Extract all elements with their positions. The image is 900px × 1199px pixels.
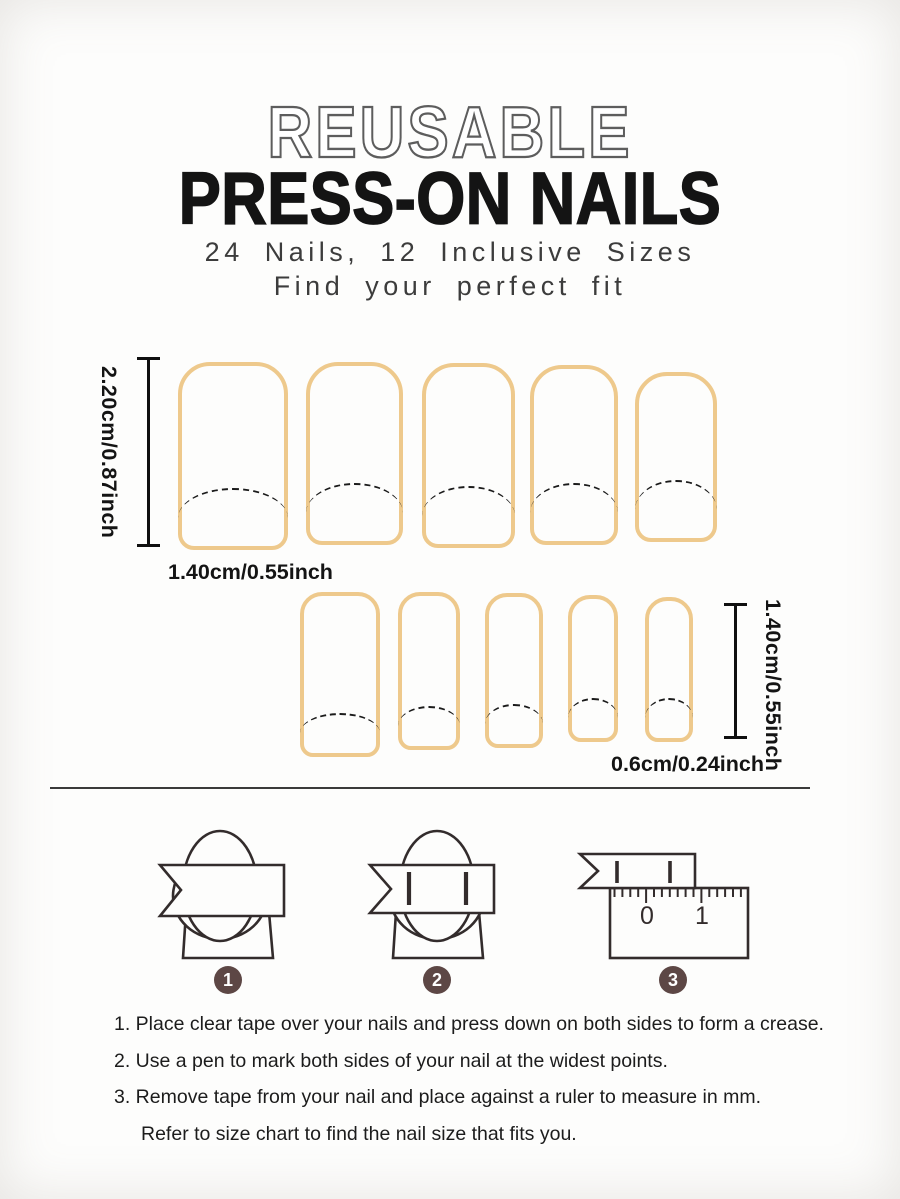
- smile-line: [300, 713, 380, 733]
- smile-line: [422, 486, 515, 516]
- ruler: [610, 888, 748, 958]
- nail-outline-large-5: [635, 372, 717, 542]
- row1-height-label: 2.20cm/0.87inch: [97, 366, 121, 539]
- page-title: PRESS-ON NAILS: [178, 158, 722, 241]
- smile-line: [485, 704, 543, 724]
- nail-outline-small-3: [485, 593, 543, 748]
- height-measure-line-row1: [147, 357, 150, 547]
- measure-cap: [724, 603, 747, 606]
- nail-outline-large-4: [530, 365, 618, 545]
- row1-width-label: 1.40cm/0.55inch: [168, 560, 333, 584]
- nail-outline-small-4: [568, 595, 618, 742]
- smile-line: [645, 698, 693, 718]
- step3-illustration: [568, 820, 768, 965]
- instruction-step-1: 1. Place clear tape over your nails and press down on both sides to form a crease.: [114, 1013, 824, 1035]
- nail-outline-large-1: [178, 362, 288, 550]
- instruction-list: [114, 1006, 834, 1152]
- smile-line: [306, 483, 403, 513]
- nail-outline-small-5: [645, 597, 693, 742]
- instruction-step-3-continued: Refer to size chart to find the nail size that fits you.: [141, 1122, 577, 1145]
- nail-outline-small-1: [300, 592, 380, 757]
- smile-line: [178, 488, 288, 518]
- smile-line: [530, 483, 618, 513]
- smile-line: [398, 706, 460, 726]
- tape-strip: [580, 854, 695, 888]
- measure-cap: [137, 357, 160, 360]
- step-badge-2: 2: [423, 966, 451, 994]
- step2-illustration: [360, 816, 505, 966]
- ruler-number: 0: [640, 902, 654, 930]
- step-badge-3: 3: [659, 966, 687, 994]
- instruction-step-2: 2. Use a pen to mark both sides of your nail at the widest points.: [114, 1049, 668, 1072]
- step1-illustration: [150, 816, 295, 966]
- title-outline: REUSABLE: [267, 93, 633, 174]
- instruction-step-3: 3. Remove tape from your nail and place against a ruler to measure in mm.: [114, 1086, 762, 1108]
- subtitle-fit: Find your perfect fit: [273, 271, 627, 301]
- ruler-number: 1: [695, 902, 709, 930]
- smile-line: [568, 698, 618, 718]
- row2-height-label: 1.40cm/0.55inch: [761, 599, 785, 772]
- row2-width-label: 0.6cm/0.24inch: [611, 752, 764, 776]
- nail-outline-large-2: [306, 362, 403, 545]
- nail-outline-large-3: [422, 363, 515, 548]
- step-badge-1: 1: [214, 966, 242, 994]
- measure-cap: [137, 544, 160, 547]
- smile-line: [635, 480, 717, 510]
- subtitle-sizes: 24 Nails, 12 Inclusive Sizes: [204, 237, 696, 267]
- height-measure-line-row2: [734, 603, 737, 739]
- measure-cap: [724, 736, 747, 739]
- tape-banner: [370, 865, 494, 913]
- section-divider: [50, 787, 810, 789]
- nail-outline-small-2: [398, 592, 460, 750]
